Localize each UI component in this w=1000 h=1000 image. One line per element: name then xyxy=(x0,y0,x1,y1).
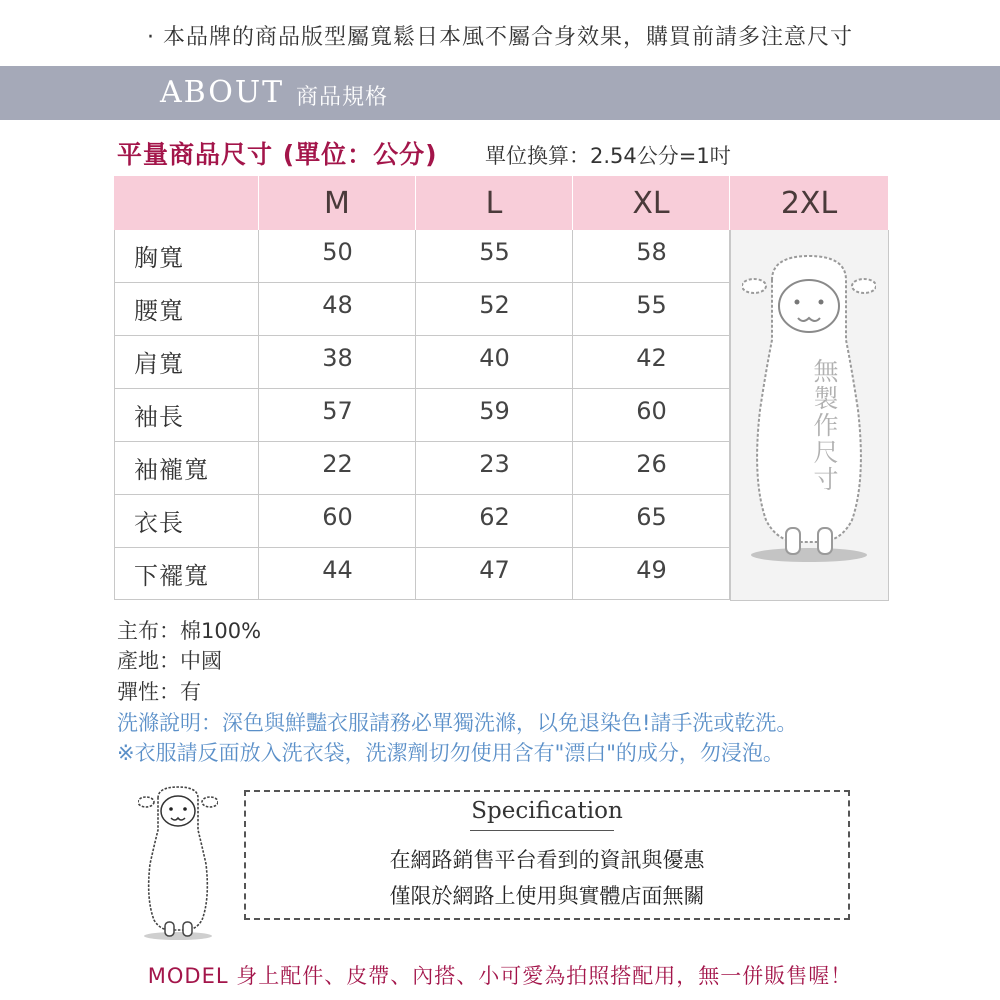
specification-underline xyxy=(470,830,614,831)
table-cell: 65 xyxy=(636,503,667,531)
table-cell: 22 xyxy=(322,450,353,478)
table-cell: 60 xyxy=(636,397,667,425)
header-corner xyxy=(114,176,258,230)
table-cell: 57 xyxy=(322,397,353,425)
specification-title: Specification xyxy=(471,798,623,824)
header-size-m: M xyxy=(259,176,415,230)
elasticity-info: 彈性：有 xyxy=(117,680,201,704)
grid-line xyxy=(114,599,730,600)
alpaca-icon xyxy=(138,784,218,944)
grid-line xyxy=(114,282,730,283)
table-cell: 62 xyxy=(479,503,510,531)
grid-line xyxy=(114,388,730,389)
notice-text: · 本品牌的商品版型屬寬鬆日本風不屬合身效果，購買前請多注意尺寸 xyxy=(147,25,853,50)
model-note: MODEL 身上配件、皮帶、內搭、小可愛為拍照搭配用，無一併販售喔！ xyxy=(147,964,853,988)
specification-box xyxy=(244,790,850,920)
table-cell: 23 xyxy=(479,450,510,478)
table-cell: 55 xyxy=(636,291,667,319)
about-title: ABOUT xyxy=(160,75,285,110)
laundry-bag-note: ※衣服請反面放入洗衣袋，洗潔劑切勿使用含有"漂白"的成分，勿浸泡。 xyxy=(117,741,784,765)
header-size-2xl: 2XL xyxy=(730,176,888,230)
table-cell: 49 xyxy=(636,556,667,584)
row-label: 下襬寬 xyxy=(134,562,209,590)
size-title: 平量商品尺寸 (單位：公分) xyxy=(117,140,438,169)
row-label: 袖襱寬 xyxy=(134,456,209,484)
table-cell: 38 xyxy=(322,344,353,372)
row-label: 袖長 xyxy=(134,403,184,431)
table-cell: 44 xyxy=(322,556,353,584)
fabric-info: 主布：棉100% xyxy=(117,619,262,643)
row-label: 胸寬 xyxy=(134,244,184,272)
table-cell: 55 xyxy=(479,238,510,266)
table-cell: 48 xyxy=(322,291,353,319)
table-cell: 59 xyxy=(479,397,510,425)
specification-line-1: 在網路銷售平台看到的資訊與優惠 xyxy=(389,848,705,872)
header-size-xl: XL xyxy=(573,176,729,230)
table-cell: 40 xyxy=(479,344,510,372)
table-cell: 58 xyxy=(636,238,667,266)
row-label: 肩寬 xyxy=(134,350,184,378)
table-cell: 47 xyxy=(479,556,510,584)
grid-line xyxy=(114,494,730,495)
row-label: 腰寬 xyxy=(134,297,184,325)
table-cell: 60 xyxy=(322,503,353,531)
wash-instructions: 洗滌說明：深色與鮮豔衣服請務必單獨洗滌，以免退染色!請手洗或乾洗。 xyxy=(117,711,798,735)
grid-line xyxy=(114,547,730,548)
grid-line xyxy=(114,230,115,600)
table-cell: 52 xyxy=(479,291,510,319)
table-cell: 26 xyxy=(636,450,667,478)
grid-line xyxy=(114,335,730,336)
grid-line xyxy=(114,441,730,442)
table-cell: 50 xyxy=(322,238,353,266)
about-subtitle: 商品規格 xyxy=(296,85,389,110)
unit-conversion-note: 單位換算：2.54公分=1吋 xyxy=(485,144,731,168)
header-size-l: L xyxy=(416,176,572,230)
about-bar xyxy=(0,66,1000,120)
origin-info: 產地：中國 xyxy=(117,649,222,673)
specification-line-2: 僅限於網路上使用與實體店面無關 xyxy=(389,884,705,908)
row-label: 衣長 xyxy=(134,509,184,537)
table-cell: 42 xyxy=(636,344,667,372)
unavailable-size-label: 無製作尺寸 xyxy=(810,358,839,493)
